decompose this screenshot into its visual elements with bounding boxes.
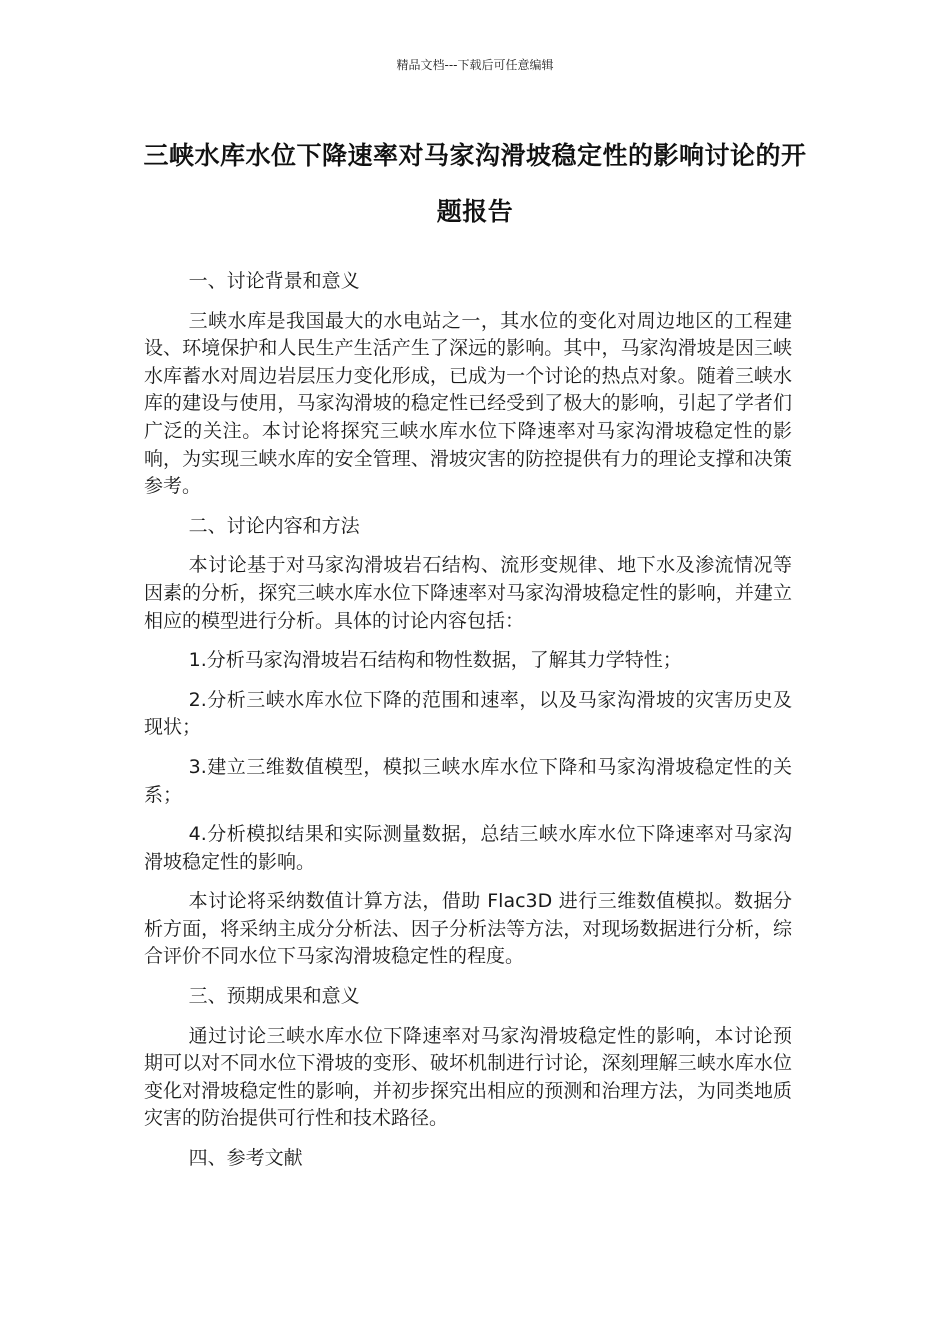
section-heading-references: 四、参考文献 (188, 1147, 303, 1170)
header-note: 精品文档---下载后可任意编辑 (396, 58, 554, 72)
list-item-4: 4.分析模拟结果和实际测量数据，总结三峡水库水位下降速率对马家沟滑坡稳定性的影响。 (144, 823, 792, 873)
paragraph-content-intro: 本讨论基于对马家沟滑坡岩石结构、流形变规律、地下水及渗流情况等因素的分析，探究三峡水库水位下降速率对马家沟滑坡稳定性的影响，并建立相应的模型进行分析。具体的讨论内容包括： (144, 554, 792, 632)
paragraph-methods: 本讨论将采纳数值计算方法，借助 Flac3D 进行三维数值模拟。数据分析方面，将采纳主成分分析法、因子分析法等方法，对现场数据进行分析，综合评价不同水位下马家沟滑坡稳定性的程度。 (144, 890, 792, 968)
section-heading-background: 一、讨论背景和意义 (188, 270, 360, 292)
list-item-1: 1.分析马家沟滑坡岩石结构和物性数据，了解其力学特性； (188, 649, 682, 672)
document-title: 三峡水库水位下降速率对马家沟滑坡稳定性的影响讨论的开题报告 (143, 141, 807, 226)
section-heading-content-methods: 二、讨论内容和方法 (188, 514, 360, 537)
list-item-2: 2.分析三峡水库水位下降的范围和速率，以及马家沟滑坡的灾害历史及现状； (144, 688, 792, 739)
list-item-3: 3.建立三维数值模型，模拟三峡水库水位下降和马家沟滑坡稳定性的关系； (144, 755, 792, 806)
paragraph-background: 三峡水库是我国最大的水电站之一，其水位的变化对周边地区的工程建设、环境保护和人民生产生活产生了深远的影响。其中，马家沟滑坡是因三峡水库蓄水对周边岩层压力变化形成，已成为一个讨论的热点对象。随着三峡水库的建设与使用，马家沟滑坡的稳定性已经受到了极大的影响，引起了学者们广泛的关注。本讨论将探究三峡水库水位下降速率对马家沟滑坡稳定性的影响，为实现三峡水库的安全管理、滑坡灾害的防控提供有力的理论支撑和决策参考。 (144, 309, 792, 498)
document-body (144, 268, 792, 1185)
paragraph-expected-results: 通过讨论三峡水库水位下降速率对马家沟滑坡稳定性的影响，本讨论预期可以对不同水位下滑坡的变形、破坏机制进行讨论，深刻理解三峡水库水位变化对滑坡稳定性的影响，并初步探究出相应的预测和治理方法，为同类地质灾害的防治提供可行性和技术路径。 (144, 1024, 792, 1130)
section-heading-expected-results: 三、预期成果和意义 (188, 985, 360, 1008)
